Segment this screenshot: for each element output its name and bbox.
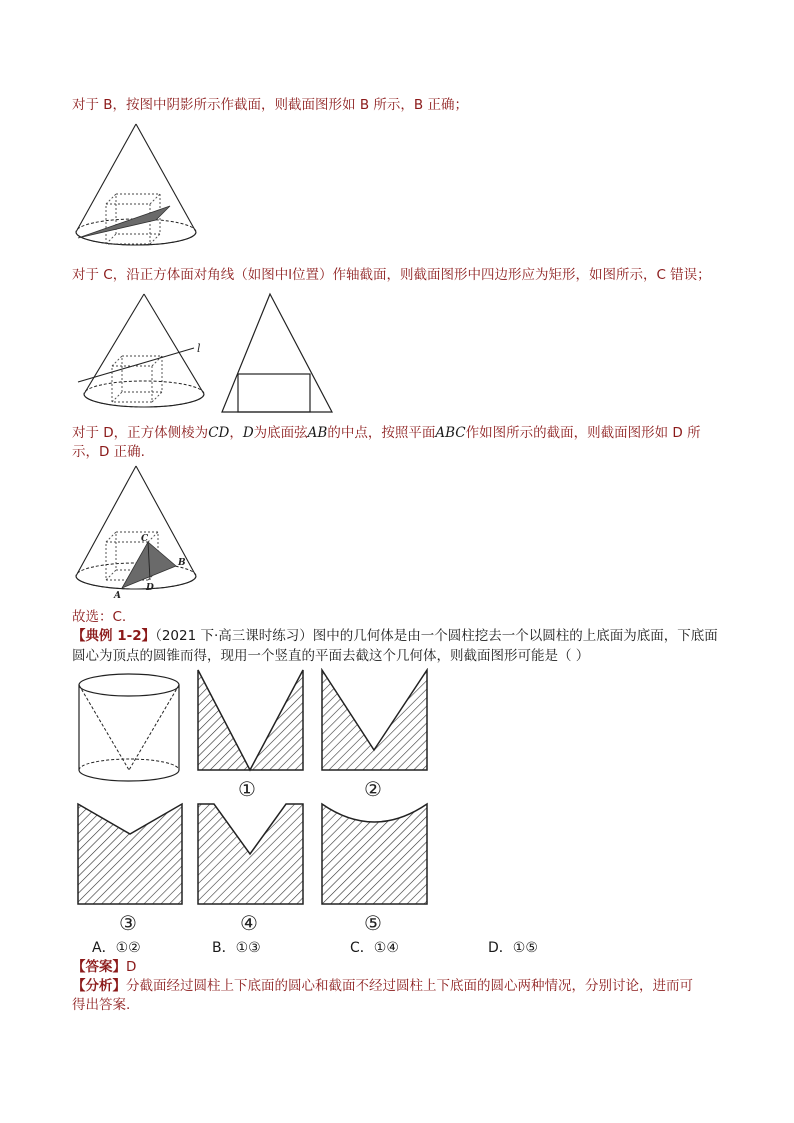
paragraph-option-d xyxy=(72,424,701,443)
example-text: 图中的几何体是由一个圆柱挖去一个以圆柱的上底面为底面，下底面 xyxy=(312,628,718,644)
shape-4 xyxy=(198,804,303,904)
paragraph-option-d-line2: 示，D 正确. xyxy=(72,444,145,460)
math-ab: AB xyxy=(307,425,328,441)
shape-label-2: ② xyxy=(364,777,382,801)
paragraph-option-b: 对于 B，按图中阴影所示作截面，则截面图形如 B 所示，B 正确； xyxy=(72,97,468,113)
label-l: l xyxy=(197,342,201,355)
answer-value: D xyxy=(126,959,137,975)
option-a: A．①② xyxy=(92,940,141,956)
shape-label-1: ① xyxy=(238,777,256,801)
example-source: （2021 下·高三课时练习） xyxy=(155,628,313,644)
option-c: C．①④ xyxy=(350,940,399,956)
rectangle-section xyxy=(238,374,310,412)
example-question-line1 xyxy=(72,627,718,646)
figure-cone-axis-c xyxy=(72,290,212,420)
text: 作如图所示的截面，则截面图形如 D 所 xyxy=(465,425,701,441)
analysis-line1 xyxy=(72,977,693,996)
shape-label-4: ④ xyxy=(240,911,258,935)
figure-cone-section-d xyxy=(72,462,202,602)
label-b: B xyxy=(178,558,186,568)
example-question-line2: 圆心为顶点的圆锥而得，现用一个竖直的平面去截这个几何体，则截面图形可能是（ ） xyxy=(72,648,590,664)
shape-3 xyxy=(78,804,182,904)
text: 对于 D，正方体侧棱为 xyxy=(72,425,209,441)
answer-line xyxy=(72,958,136,977)
shaded-section xyxy=(78,206,170,238)
shape-label-3: ③ xyxy=(119,911,137,935)
figure-section-options xyxy=(74,668,444,938)
line-l xyxy=(78,348,194,382)
analysis-text: 分截面经过圆柱上下底面的圆心和截面不经过圆柱上下底面的圆心两种情况，分别讨论，进而可 xyxy=(126,978,693,994)
answer-tag: 【答案】 xyxy=(72,959,126,975)
figure-triangle-section-c xyxy=(216,290,336,416)
label-a: A xyxy=(114,591,121,601)
option-b: B．①③ xyxy=(212,940,261,956)
text: 的中点，按照平面 xyxy=(327,425,436,441)
math-cd: CD xyxy=(208,425,230,441)
paragraph-option-c: 对于 C，沿正方体面对角线（如图中l位置）作轴截面，则截面图形中四边形应为矩形，如图所示，C 错误； xyxy=(72,267,711,283)
label-d: D xyxy=(146,583,154,593)
text: 为底面弦 xyxy=(253,425,308,441)
math-abc: ABC xyxy=(435,425,466,441)
shape-2 xyxy=(322,670,427,770)
label-c: C xyxy=(141,534,149,544)
figure-cone-section-b xyxy=(72,118,202,258)
example-tag: 【典例 1-2】 xyxy=(72,628,156,644)
option-d: D．①⑤ xyxy=(488,940,538,956)
analysis-line2: 得出答案. xyxy=(72,997,131,1013)
math-d: D xyxy=(242,425,254,441)
shape-5 xyxy=(322,804,427,904)
analysis-tag: 【分析】 xyxy=(72,978,126,994)
choice-line: 故选：C. xyxy=(72,609,127,625)
shape-1 xyxy=(198,670,303,770)
text: ， xyxy=(229,425,243,441)
shape-label-5: ⑤ xyxy=(364,911,382,935)
